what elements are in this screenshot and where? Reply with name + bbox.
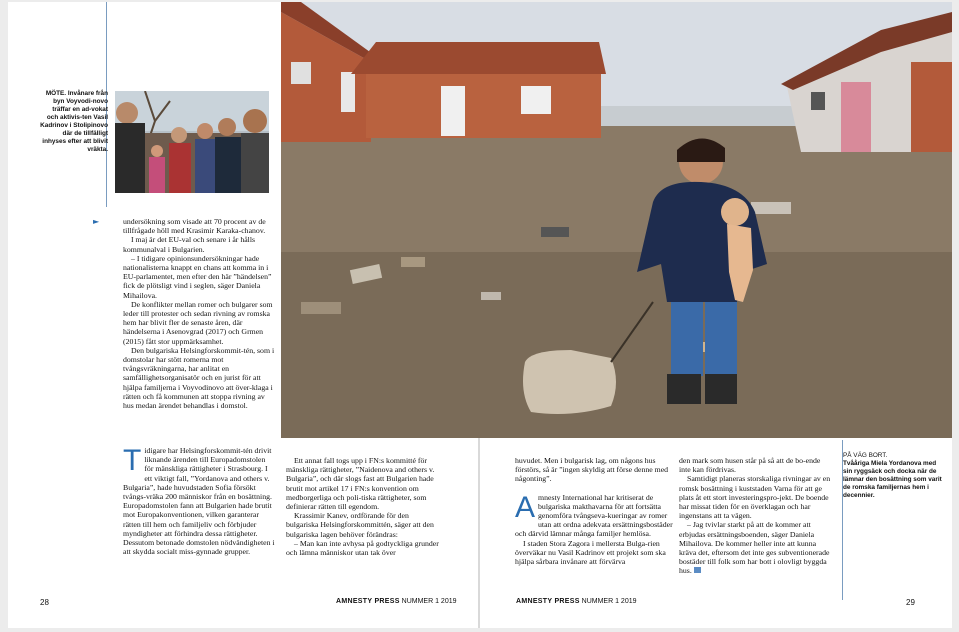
paragraph: undersökning som visade att 70 procent av de tillfrågade höll med Krasimir Karaka-chanov.: [123, 217, 266, 236]
drop-cap: A: [515, 490, 536, 524]
body-column-1: [123, 217, 276, 410]
body-column-5: [679, 456, 834, 576]
page-number-right: 29: [906, 598, 915, 607]
footer-brand: AMNESTY PRESS: [336, 598, 400, 605]
paragraph: Ett annat fall togs upp i FN:s kommitté för mänskliga rättigheter, ”Naidenova and others v. Bulgaria”, och där slogs fast att Bulgarien hade brutit mot artikel 17 i FN:s konvention om medborgerliga och poli-tiska rättigheter, som definierar rätten till egendom.: [286, 456, 435, 512]
caption-text: Tvååriga Miela Yordanova med sin ryggsäck och docka när de lämnar den bosättning som varit de romska familjernas hem i decennier.: [843, 460, 942, 499]
page-number-left: 28: [40, 598, 49, 607]
paragraph: Den bulgariska Helsingforskommit-tén, som i domstolar har stött romerna mot tvångsvräkningarna, har anlitat en samfällighetsorganisatör och en jurist för att hjälpa familjerna i Voyvodinovo att över-klaga i rätten och få kommunen att stoppa rivning av hus medan ärendet behandlas i domstol.: [123, 345, 275, 411]
footer-issue: NUMMER 1 2019: [401, 598, 457, 605]
arrow-right-icon: ►: [93, 217, 100, 226]
paragraph: Krassimir Kanev, ordförande för den bulgariska Helsingforskommittén, säger att den bulgariska lagen behöver förändras:: [286, 511, 434, 539]
body-column-3: [286, 456, 441, 557]
paragraph: idigare har Helsingforskommit-tén drivit liknande ärenden till Europadomstolen för mänskliga rättigheter i Strasbourg. I ett viktigt fall, ”Yordanova and others v. Bulgaria”, hade huvudstaden Sofia försökt tvångs-vräka 200 människor från en bosättning. Europadomstolen fann att Bulgarien hade brutit mot Europakonventionen, vilken garanterar rätten till hem och familjeliv och förbjuder myndigheter att förhindra dessa rättigheter. Dessutom betonade domstolen nödvändigheten i att skydda socialt miss-gynnade grupper.: [123, 446, 275, 557]
paragraph: – I tidigare opinionsundersökningar hade nationalisterna knappt en chans att komma in i EU-parlamentet, men efter den här ”händelsen” fick de plötsligt vind i seglen, säger Daniela Mihailova.: [123, 253, 272, 300]
paragraph: – Man kan inte avhysa på godtyckliga grunder och lämna människor utan tak över: [286, 538, 439, 558]
body-column-2: [123, 446, 275, 556]
footer-right: [516, 598, 637, 605]
photo-caption-right: [843, 452, 943, 500]
paragraph: – Jag tvivlar starkt på att de kommer att erbjudas ersättningsboenden, säger Daniela Mihailova. De kommer heller inte att kunna kräva det, eftersom det inte ges subventionerade bostäder till folk som har bott i olovligt byggda hus.: [679, 520, 830, 576]
body-column-4: [515, 456, 673, 566]
paragraph: mnesty International har kritiserat de bulgariska makthavarna för att fortsätta genomföra tvångseva-kueringar av romer utan att ordna adekvata ersättningsbostäder och därvid lämnar många familjer hemlösa.: [515, 492, 673, 539]
paragraph: huvudet. Men i bulgarisk lag, om någons hus förstörs, så är ”ingen skyldig att förse denne med någonting”.: [515, 456, 669, 484]
caption-text: Invånare från byn Voyvodi-novo träffar en ad-vokat och aktivis-ten Vasil Kadrinov i Stolipinovo där de tillfälligt inhyses efter att blivit vräkta.: [40, 90, 108, 153]
main-photo: [281, 2, 952, 438]
paragraph: Samtidigt planeras storskaliga rivningar av en romsk bosättning i kuststaden Varna för att ge plats åt ett stort investeringspro-jekt. De boende har missat tiden för en överklagan och har ingenstans att ta vägen.: [679, 474, 831, 521]
paragraph: den mark som husen står på så att de bo-ende inte kan fördrivas.: [679, 456, 821, 475]
footer-left: [336, 598, 457, 605]
photo-caption-left: [40, 90, 108, 154]
meeting-photo: [115, 91, 269, 193]
caption-lead: PÅ VÄG BORT.: [843, 452, 888, 459]
footer-issue: NUMMER 1 2019: [581, 598, 637, 605]
paragraph: I staden Stora Zagora i mellersta Bulga-rien överväkar nu Vasil Kadrinov ett projekt som ska hjälpa sårbara invånare att förvärva: [515, 538, 666, 567]
drop-cap: T: [123, 444, 142, 477]
footer-brand: AMNESTY PRESS: [516, 598, 580, 605]
end-square-icon: [694, 567, 701, 573]
caption-lead: MÖTE.: [45, 90, 67, 97]
paragraph: De konflikter mellan romer och bulgarer som leder till protester och sedan rivning av romska hem har blivit fler de senaste åren, där händelserna i Asenovgrad (2017) och Grmen (2015) fått stor uppmärksamhet.: [123, 299, 273, 346]
paragraph: I maj är det EU-val och senare i år hålls kommunalval i Bulgarien.: [123, 235, 256, 254]
